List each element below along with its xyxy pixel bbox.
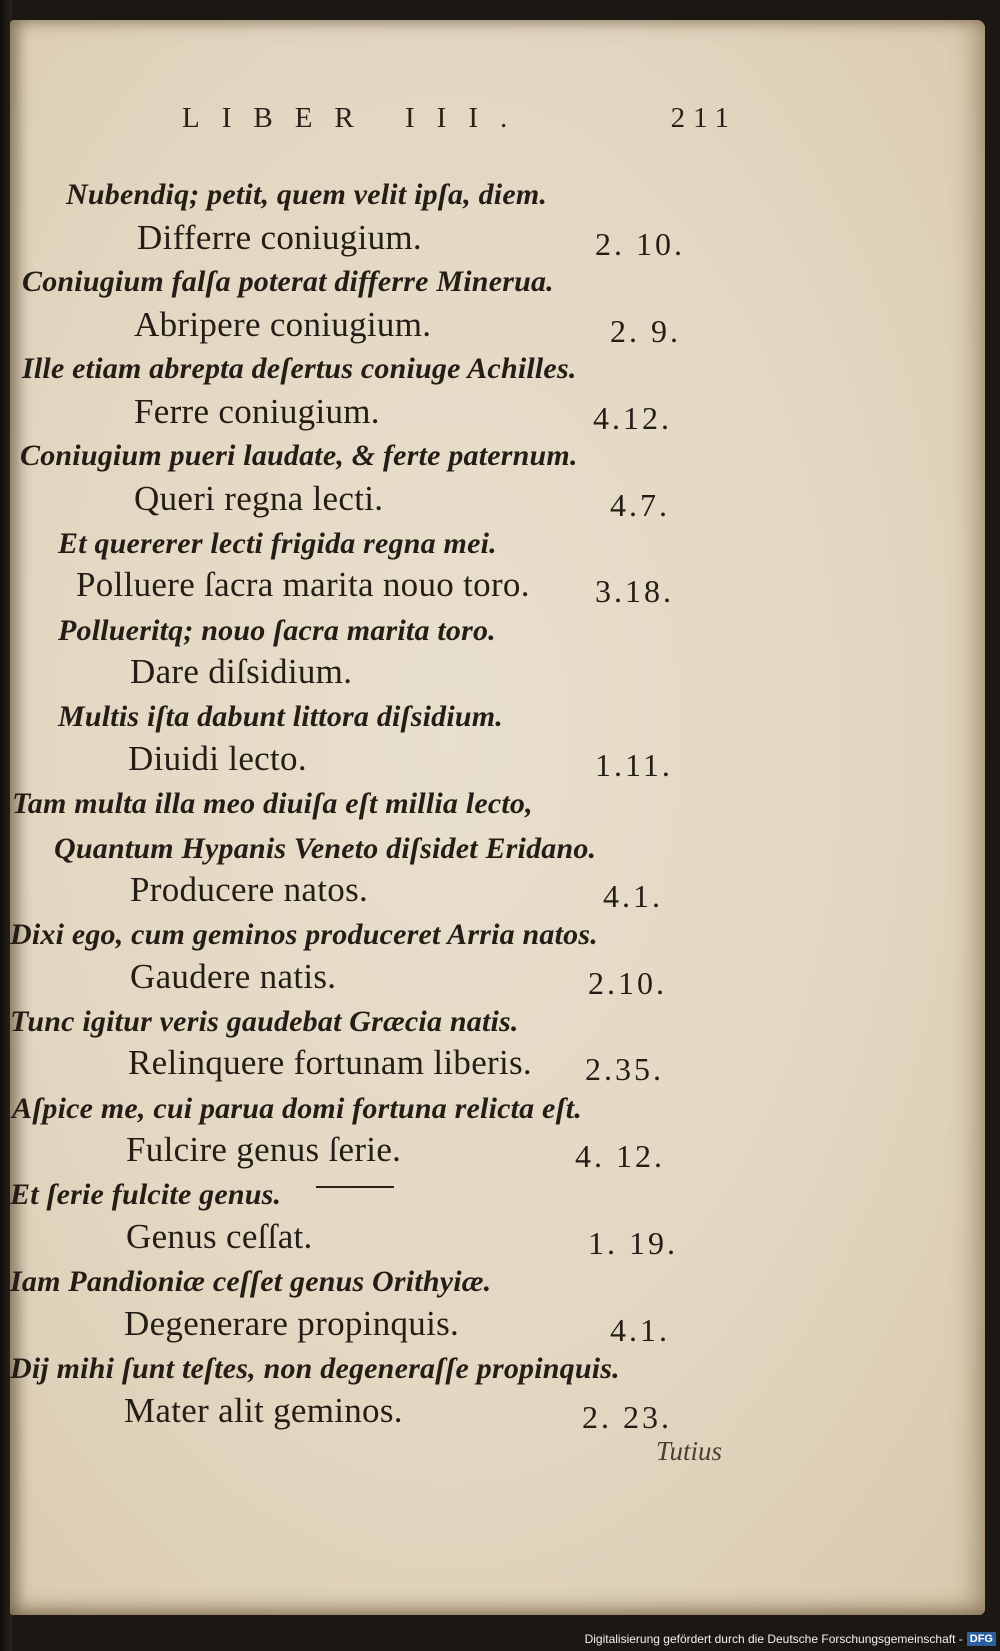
catchword: Tutius	[655, 1436, 722, 1466]
quote-line: Coniugium pueri laudate, & ferte paternum.	[20, 439, 578, 472]
quote-line: Et quererer lecti frigida regna mei.	[58, 527, 497, 560]
page-number: 211	[670, 102, 737, 134]
running-head-title: LIBER III.	[182, 102, 530, 134]
phrase-reference: 2. 9.	[610, 313, 681, 349]
phrase-reference: 2. 23.	[582, 1399, 672, 1435]
quote-line: Aſpice me, cui parua domi fortuna relicta eſt.	[12, 1092, 583, 1125]
phrase-reference: 4.1.	[610, 1312, 670, 1348]
quote-line: Quantum Hypanis Veneto diſsidet Eridano.	[54, 832, 597, 865]
phrase-line: Producere natos.	[130, 870, 369, 909]
phrase-line: Dare diſsidium.	[130, 652, 353, 691]
quote-line: Et ſerie fulcite genus.	[10, 1178, 282, 1211]
phrase-reference: 1.11.	[595, 747, 673, 783]
phrase-reference: 2. 10.	[595, 226, 685, 262]
phrase-entries	[10, 20, 985, 1615]
phrase-line: Polluere ſacra marita nouo toro.	[76, 565, 530, 604]
quote-line: Tam multa illa meo diuiſa eſt millia lecto,	[12, 787, 533, 820]
digitization-credit	[584, 1626, 1000, 1651]
phrase-line: Abripere coniugium.	[134, 305, 432, 344]
phrase-reference: 4. 12.	[575, 1138, 665, 1174]
quote-line: Pollueritq; nouo ſacra marita toro.	[58, 614, 496, 647]
phrase-line: Diuidi lecto.	[128, 739, 307, 778]
quote-line: Multis iſta dabunt littora diſsidium.	[58, 700, 504, 733]
quote-line: Tunc igitur veris gaudebat Græcia natis.	[10, 1005, 519, 1038]
phrase-reference: 1. 19.	[588, 1225, 678, 1261]
phrase-line: Gaudere natis.	[130, 957, 337, 996]
phrase-reference: 2.35.	[585, 1051, 664, 1087]
credit-text: Digitalisierung gefördert durch die Deutsche Forschungsgemeinschaft -	[584, 1631, 963, 1646]
phrase-line: Ferre coniugium.	[134, 392, 380, 431]
phrase-reference: 2.10.	[588, 965, 667, 1001]
phrase-line: Relinquere fortunam liberis.	[128, 1043, 532, 1082]
quote-line: Iam Pandioniæ ceſſet genus Orithyiæ.	[10, 1265, 492, 1298]
phrase-line: Degenerare propinquis.	[124, 1304, 460, 1343]
phrase-line: Queri regna lecti.	[134, 479, 384, 518]
quote-line: Nubendiq; petit, quem velit ipſa, diem.	[66, 178, 548, 211]
phrase-reference: 4.1.	[603, 878, 663, 914]
phrase-line: Mater alit geminos.	[124, 1391, 403, 1430]
quote-line: Coniugium falſa poterat differre Minerua.	[22, 265, 554, 298]
phrase-line: Fulcire genus ſerie.	[126, 1130, 402, 1169]
dash-rule	[316, 1186, 394, 1188]
phrase-reference: 4.7.	[610, 487, 670, 523]
phrase-reference: 3.18.	[595, 573, 674, 609]
phrase-reference: 4.12.	[593, 400, 672, 436]
dfg-logo-icon: DFG	[967, 1632, 996, 1646]
quote-line: Dixi ego, cum geminos produceret Arria natos.	[10, 918, 598, 951]
quote-line: Ille etiam abrepta deſertus coniuge Achilles.	[22, 352, 577, 385]
phrase-line: Genus ceſſat.	[126, 1217, 313, 1256]
book-page	[10, 20, 985, 1615]
quote-line: Dij mihi ſunt teſtes, non degeneraſſe propinquis.	[10, 1352, 620, 1385]
phrase-line: Differre coniugium.	[137, 218, 422, 257]
